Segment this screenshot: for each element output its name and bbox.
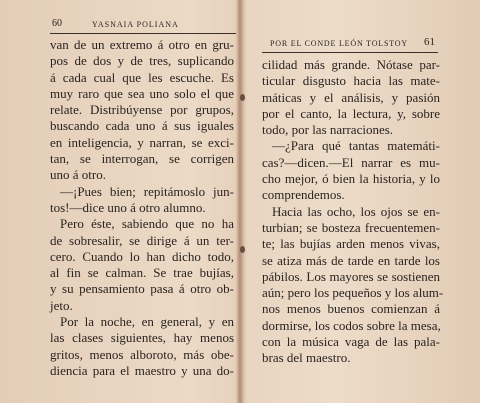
text-line: al fin se calman. Se trae bujías, (50, 265, 234, 281)
text-line: máticas y el análisis, y pasión (262, 89, 440, 105)
binding-hole (240, 94, 245, 101)
binding-hole (240, 246, 245, 253)
text-line: Pero éste, sabiendo que no ha (60, 216, 234, 232)
left-page (0, 0, 238, 403)
text-line: van de un extremo á otro en gru- (50, 37, 234, 52)
text-line: las clases siguientes, hay menos (50, 330, 234, 346)
left-header-rule (50, 33, 236, 34)
right-page (242, 0, 480, 403)
text-line: cero. Cuando lo han dicho todo, (50, 248, 234, 264)
text-line: pábilos. Los mayores se sostienen (262, 268, 440, 284)
text-line: por el canto, la lectura, y, sobre (262, 105, 440, 121)
left-body-text (50, 37, 234, 379)
text-line: diencia para el maestro y una do- (50, 362, 234, 378)
text-line: dormirse, los codos sobre la mesa, (262, 317, 441, 333)
text-line: Hacia las ocho, los ojos se en- (272, 203, 440, 219)
text-line: cas?—dicen.—El narrar es mu- (262, 154, 440, 170)
right-running-head: POR EL CONDE LEÓN TOLSTOY (270, 39, 408, 48)
text-line: muy raro que sea uno solo el que (50, 85, 234, 101)
text-line: tan, se interrogan, se corrigen (50, 151, 234, 167)
text-line: aún; pero los pequeños y los alum- (262, 285, 444, 301)
left-page-number: 60 (52, 18, 62, 29)
right-header-rule (262, 52, 438, 53)
text-line: gritos, menos alboroto, más obe- (50, 346, 234, 362)
text-line: bras del maestro. (262, 350, 351, 366)
text-line: relate. Distribúyense por grupos, (50, 102, 234, 118)
text-line: jeto. (50, 297, 73, 313)
text-line: Por la noche, en general, y en (60, 314, 234, 330)
text-line: —¿Para qué tantas matemáti- (272, 138, 440, 154)
text-line: —¡Pues bien; repitámoslo jun- (60, 183, 234, 199)
text-line: se atiza más de tarde en tarde los (262, 252, 440, 268)
right-page-number: 61 (424, 36, 435, 48)
text-line: nos menos buenos comienzan á (262, 301, 440, 317)
text-line: de sobresalir, se dirige á un ter- (50, 232, 234, 248)
text-line: uno á otro. (50, 167, 106, 183)
text-line: todo, por las narraciones. (262, 122, 394, 138)
text-line: pos de dos y de tres, suplicando (50, 53, 234, 69)
text-line: te; las bujías arden menos vivas, (262, 236, 440, 252)
right-body-text (262, 57, 444, 367)
left-running-head: YASNAIA POLIANA (92, 20, 179, 29)
text-line: y su pensamiento pasa á otro ob- (50, 281, 234, 297)
text-line: tos!—dice uno á otro alumno. (50, 199, 206, 215)
text-line: con la música vaga de las pala- (262, 334, 440, 350)
text-line: en inteligencia, y narran, se exci- (50, 134, 234, 150)
text-line: á cada cual que les escuche. Es (50, 69, 234, 85)
text-line: cilidad más grande. Nótase par- (262, 57, 440, 72)
text-line: cho mejor, ó bien la historia, y lo (262, 171, 440, 187)
text-line: turbian; se bosteza frecuentemen- (262, 219, 440, 235)
text-line: buscando cada uno á sus iguales (50, 118, 234, 134)
text-line: ticular disgusto hacia las mate- (262, 73, 440, 89)
text-line: comprendemos. (262, 187, 345, 203)
